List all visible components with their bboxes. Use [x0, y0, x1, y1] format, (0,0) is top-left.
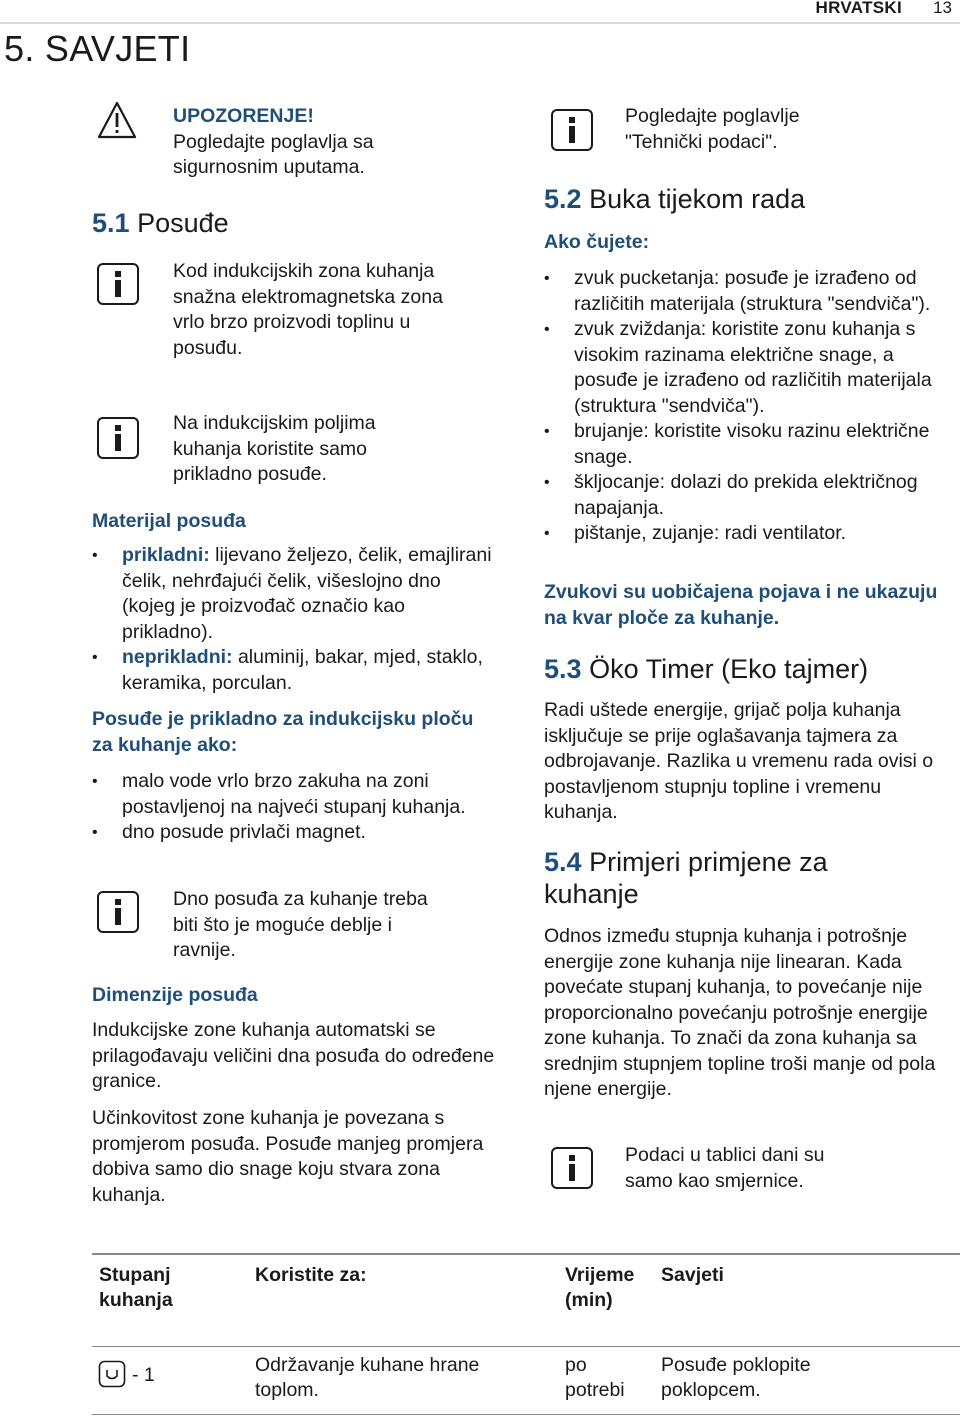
list-item	[92, 645, 492, 696]
section-title: Öko Timer (Eko tajmer)	[589, 654, 869, 684]
list-item: • malo vode vrlo brzo zakuha na zoni postavljenoj na najveći stupanj kuhanja.	[92, 769, 492, 820]
ako-cujete-heading: Ako čujete:	[544, 231, 650, 253]
section-5-3-heading	[544, 653, 868, 685]
section-title: Posuđe	[137, 208, 229, 238]
prikladno-list	[92, 769, 492, 846]
item-label: prikladni:	[122, 544, 210, 566]
section-number: 5.4	[544, 847, 582, 877]
item-text: lijevano željezo, čelik, emajlirani čelik, nehrđajući čelik, višeslojno dno (kojeg je proizvođač označio kao prikladno).	[122, 544, 492, 643]
item-text: aluminij, bakar, mjed, staklo, keramika, porculan.	[122, 646, 483, 694]
table-top-rule	[92, 1253, 960, 1255]
table-row	[92, 1350, 960, 1410]
materijal-list	[92, 543, 492, 696]
prikladno-heading: Posuđe je prikladno za indukcijsku ploču za kuhanje ako:	[92, 708, 474, 756]
cell-tip: Posuđe poklopite poklopcem.	[661, 1354, 811, 1401]
list-item	[92, 543, 492, 645]
buka-list	[544, 266, 960, 547]
info-icon	[550, 1146, 594, 1190]
page-number: 13	[933, 0, 952, 17]
list-item: • brujanje: koristite visoku razinu električne snage.	[544, 419, 960, 470]
materijal-heading: Materijal posuđa	[92, 510, 246, 532]
list-item: • škljocanje: dolazi do prekida električnog napajanja.	[544, 470, 960, 521]
section-title: Primjeri primjene za kuhanje	[544, 847, 828, 909]
dimenzije-paragraph-1: Indukcijske zone kuhanja automatski se prilagođavaju veličini dna posuđa do određene granice.	[92, 1019, 495, 1092]
table-header-use: Koristite za:	[255, 1264, 367, 1286]
section-number: 5.1	[92, 208, 130, 238]
list-item: • dno posude privlači magnet.	[92, 820, 492, 846]
warning-text: Pogledajte poglavlja sa sigurnosnim uputama.	[173, 130, 374, 178]
cell-use: Održavanje kuhane hrane toplom.	[255, 1354, 480, 1401]
info-icon	[96, 416, 140, 460]
header-rule	[0, 22, 960, 24]
dimenzije-paragraph-2: Učinkovitost zone kuhanja je povezana s promjerom posuđa. Posuđe manjeg promjera dobiva samo dio snage koju stvara zona kuhanja.	[92, 1107, 484, 1206]
header-language: HRVATSKI	[815, 0, 902, 17]
section-number: 5.3	[544, 654, 582, 684]
info-icon	[96, 262, 140, 306]
section-title: Buka tijekom rada	[589, 184, 806, 214]
list-item: • zvuk pucketanja: posuđe je izrađeno od različitih materijala (struktura "sendviča").	[544, 266, 960, 317]
keep-warm-icon	[98, 1360, 126, 1388]
info-suitable-text: Na indukcijskim poljima kuhanja koristite samo prikladno posuđe.	[173, 412, 376, 485]
chapter-title: 5. SAVJETI	[4, 28, 191, 69]
section-5-2-heading	[544, 183, 805, 215]
cell-level: - 1	[132, 1364, 155, 1386]
info-icon	[96, 890, 140, 934]
info-bottom-text: Dno posuđa za kuhanje treba biti što je moguće deblje i ravnije.	[173, 888, 428, 961]
eko-timer-text: Radi uštede energije, grijač polja kuhanja isključuje se prije oglašavanja tajmera za odbrojavanje. Razlika u vremenu rada ovisi o postavljenom stupnju topline i vremenu kuhanja.	[544, 699, 934, 823]
warning-title: UPOZORENJE!	[173, 105, 314, 127]
list-item: • pištanje, zujanje: radi ventilator.	[544, 521, 960, 547]
table-header-tips: Savjeti	[661, 1264, 724, 1286]
cell-time: po potrebi	[565, 1354, 625, 1401]
dimenzije-heading: Dimenzije posuđa	[92, 984, 258, 1006]
info-icon	[550, 108, 594, 152]
section-5-1-heading	[92, 207, 229, 239]
list-item: • zvuk zviždanja: koristite zonu kuhanja s visokim razinama električne snage, a posuđe je izrađeno od različitih materijala (struktura "sendviča").	[544, 317, 960, 419]
warning-triangle-icon	[96, 100, 138, 140]
table-header-rule	[92, 1346, 960, 1347]
section-5-4-heading	[544, 846, 874, 910]
info-induction-text: Kod indukcijskih zona kuhanja snažna elektromagnetska zona vrlo brzo proizvodi toplinu u posuđu.	[173, 260, 443, 359]
warning-block	[173, 104, 433, 181]
info-table-note: Podaci u tablici dani su samo kao smjernice.	[625, 1144, 825, 1192]
table-header-level: Stupanj kuhanja	[99, 1264, 173, 1311]
info-tech-data-text: Pogledajte poglavlje "Tehnički podaci".	[625, 105, 800, 153]
table-bottom-rule	[92, 1414, 960, 1415]
item-label: neprikladni:	[122, 646, 233, 668]
primjeri-text: Odnos između stupnja kuhanja i potrošnje energije zone kuhanja nije linearan. Kada povećate stupanj kuhanja, to povećanje nije proporcionalno povećanju potrošnje energije zone kuhanja. To znači da zona kuhanja sa srednjim stupnjem topline troši manje od pola njene energije.	[544, 925, 936, 1100]
zvukovi-note: Zvukovi su uobičajena pojava i ne ukazuju na kvar ploče za kuhanje.	[544, 581, 938, 629]
table-header-time: Vrijeme (min)	[565, 1264, 635, 1311]
section-number: 5.2	[544, 184, 582, 214]
